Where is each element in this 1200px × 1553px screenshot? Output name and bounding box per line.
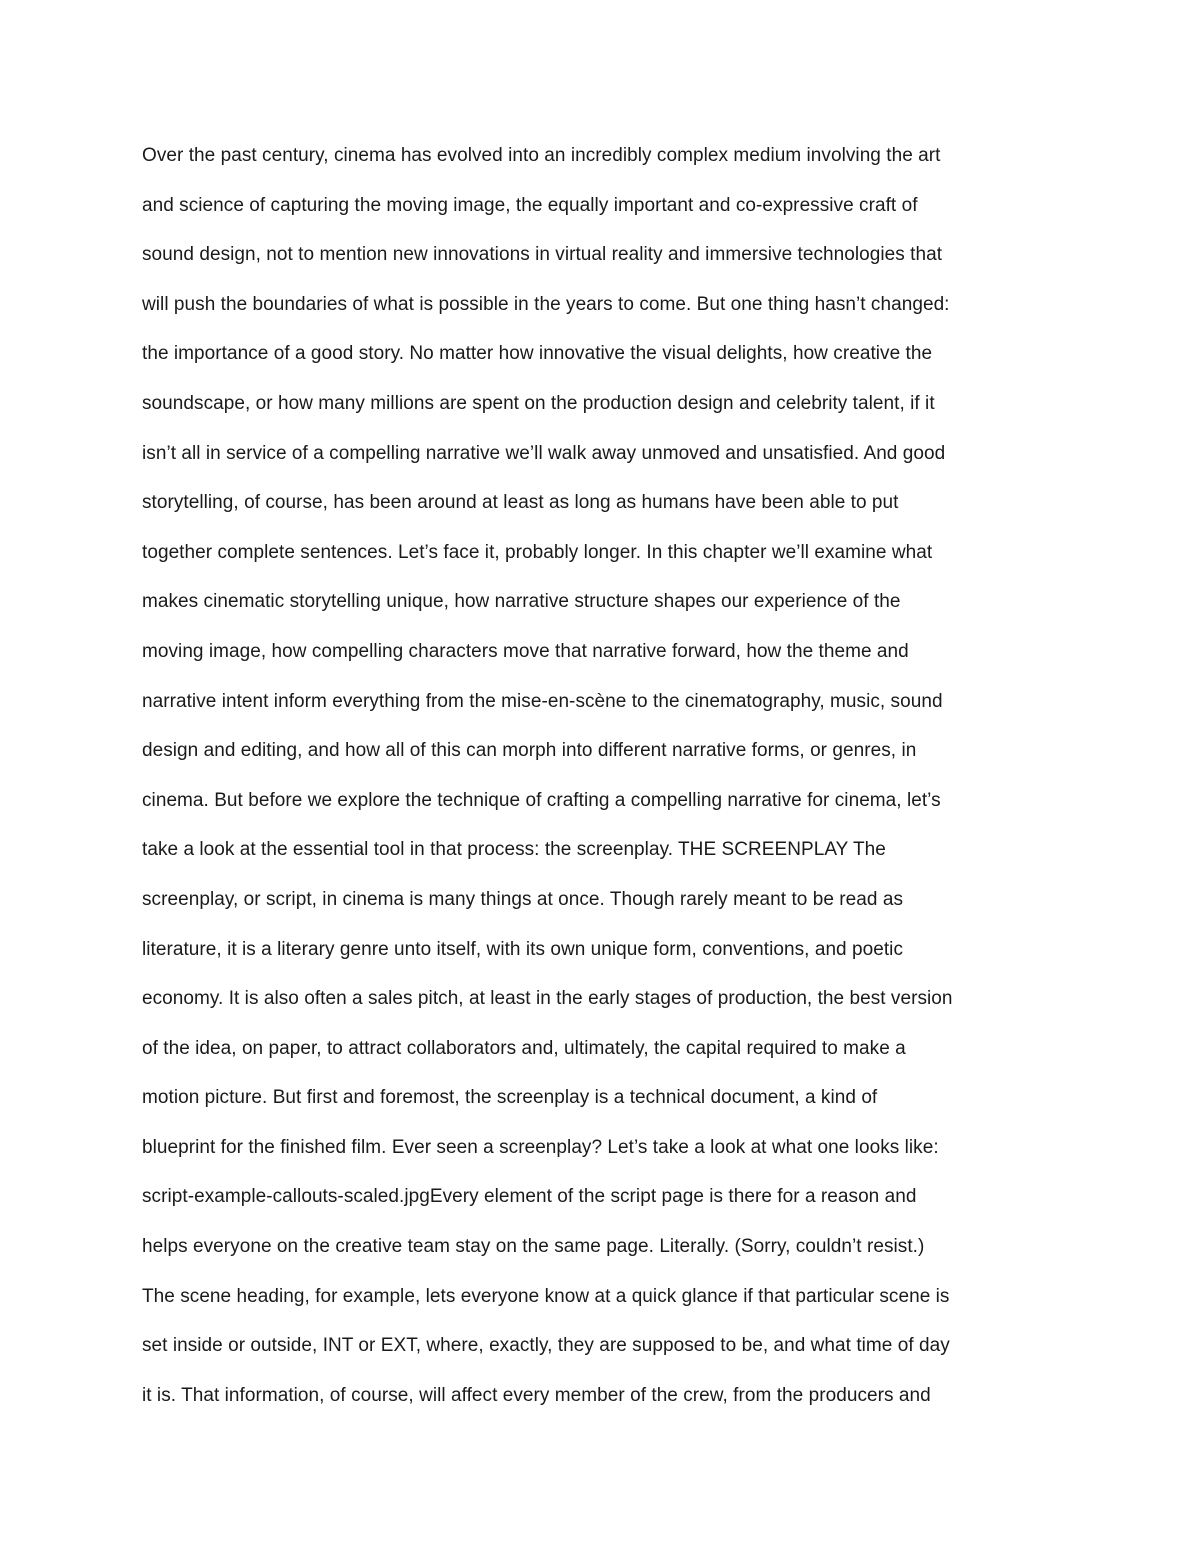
text-line: set inside or outside, INT or EXT, where, exactly, they are supposed to be, and what time of day bbox=[142, 1335, 950, 1357]
text-line: narrative intent inform everything from the mise-en-scène to the cinematography, music, sound bbox=[142, 690, 943, 712]
text-line: Over the past century, cinema has evolved into an incredibly complex medium involving the art bbox=[142, 145, 941, 166]
text-line: literature, it is a literary genre unto itself, with its own unique form, conventions, and poetic bbox=[142, 938, 904, 960]
text-line: The scene heading, for example, lets everyone know at a quick glance if that particular scene is bbox=[142, 1285, 950, 1307]
text-line: cinema. But before we explore the technique of crafting a compelling narrative for cinema, let’s bbox=[142, 789, 941, 811]
text-line: will push the boundaries of what is possible in the years to come. But one thing hasn’t changed: bbox=[142, 293, 950, 315]
text-line: makes cinematic storytelling unique, how narrative structure shapes our experience of the bbox=[142, 591, 901, 613]
text-line: moving image, how compelling characters move that narrative forward, how the theme and bbox=[142, 640, 909, 662]
body-paragraph bbox=[142, 131, 1082, 1420]
text-line: soundscape, or how many millions are spent on the production design and celebrity talent, if it bbox=[142, 392, 935, 414]
text-line: script-example-callouts-scaled.jpgEvery element of the script page is there for a reason and bbox=[142, 1186, 917, 1208]
text-line: design and editing, and how all of this can morph into different narrative forms, or genres, in bbox=[142, 740, 917, 762]
text-line: together complete sentences. Let’s face it, probably longer. In this chapter we’ll examine what bbox=[142, 541, 933, 563]
text-line: motion picture. But first and foremost, the screenplay is a technical document, a kind of bbox=[142, 1087, 878, 1109]
text-line: take a look at the essential tool in that process: the screenplay. THE SCREENPLAY The bbox=[142, 839, 886, 861]
text-line: isn’t all in service of a compelling narrative we’ll walk away unmoved and unsatisfied. And good bbox=[142, 442, 946, 464]
text-line: of the idea, on paper, to attract collaborators and, ultimately, the capital required to make a bbox=[142, 1037, 906, 1059]
text-line: screenplay, or script, in cinema is many things at once. Though rarely meant to be read as bbox=[142, 888, 904, 910]
text-line: and science of capturing the moving image, the equally important and co-expressive craft of bbox=[142, 194, 918, 216]
text-line: blueprint for the finished film. Ever seen a screenplay? Let’s take a look at what one looks like: bbox=[142, 1136, 939, 1158]
text-line: economy. It is also often a sales pitch, at least in the early stages of production, the best version bbox=[142, 988, 953, 1010]
text-line: helps everyone on the creative team stay on the same page. Literally. (Sorry, couldn’t resist.) bbox=[142, 1236, 925, 1258]
text-line: it is. That information, of course, will affect every member of the crew, from the producers and bbox=[142, 1384, 931, 1406]
text-line: the importance of a good story. No matter how innovative the visual delights, how creative the bbox=[142, 343, 933, 365]
text-line: sound design, not to mention new innovations in virtual reality and immersive technologies that bbox=[142, 244, 943, 266]
text-line: storytelling, of course, has been around at least as long as humans have been able to put bbox=[142, 492, 899, 514]
